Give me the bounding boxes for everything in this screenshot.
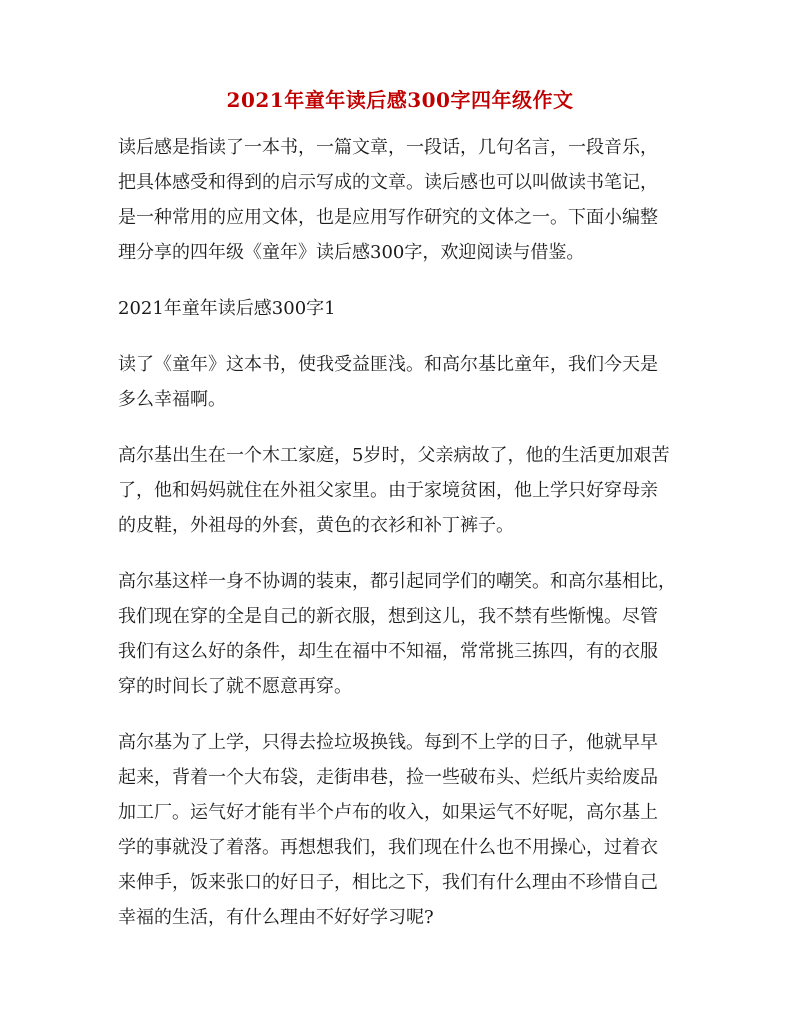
text-line: 我们现在穿的全是自己的新衣服，想到这儿，我不禁有些惭愧。尽管 [118,606,658,627]
text-line: 穿的时间长了就不愿意再穿。 [118,676,352,697]
text-line: 起来，背着一个大布袋，走街串巷，捡一些破布头、烂纸片卖给废品 [118,767,658,788]
text-line: 幸福的生活，有什么理由不好好学习呢? [118,907,434,928]
text-line: 来伸手，饭来张口的好日子，相比之下，我们有什么理由不珍惜自己 [118,872,658,893]
text-line: 理分享的四年级《童年》读后感300字，欢迎阅读与借鉴。 [118,242,585,263]
text-line: 加工厂。运气好才能有半个卢布的收入，如果运气不好呢，高尔基上 [118,802,658,823]
text-line: 高尔基这样一身不协调的装束，都引起同学们的嘲笑。和高尔基相比， [118,571,676,592]
paragraph [118,725,698,935]
section-heading [118,291,698,326]
text-line: 了，他和妈妈就住在外祖父家里。由于家境贫困，他上学只好穿母亲 [118,480,658,501]
paragraph [118,347,698,417]
text-line: 是一种常用的应用文体，也是应用写作研究的文体之一。下面小编整 [118,207,658,228]
text-line: 的皮鞋，外祖母的外套，黄色的衣衫和补丁裤子。 [118,515,514,536]
paragraph [118,438,698,543]
text-line: 读了《童年》这本书，使我受益匪浅。和高尔基比童年，我们今天是 [118,354,658,375]
paragraph-intro [118,130,698,270]
text-line: 学的事就没了着落。再想想我们，我们现在什么也不用操心，过着衣 [118,837,658,858]
text-line: 高尔基为了上学，只得去捡垃圾换钱。每到不上学的日子，他就早早 [118,732,658,753]
text-line: 我们有这么好的条件，却生在福中不知福，常常挑三拣四，有的衣服 [118,641,658,662]
text-line: 2021年童年读后感300字1 [118,298,336,319]
text-line: 多么幸福啊。 [118,389,226,410]
text-line: 把具体感受和得到的启示写成的文章。读后感也可以叫做读书笔记， [118,172,658,193]
document-body [118,130,698,956]
document-title: 2021年童年读后感300字四年级作文 [226,88,574,112]
paragraph [118,564,698,704]
text-line: 读后感是指读了一本书，一篇文章，一段话，几句名言，一段音乐， [118,137,658,158]
text-line: 高尔基出生在一个木工家庭，5岁时，父亲病故了，他的生活更加艰苦 [118,445,670,466]
